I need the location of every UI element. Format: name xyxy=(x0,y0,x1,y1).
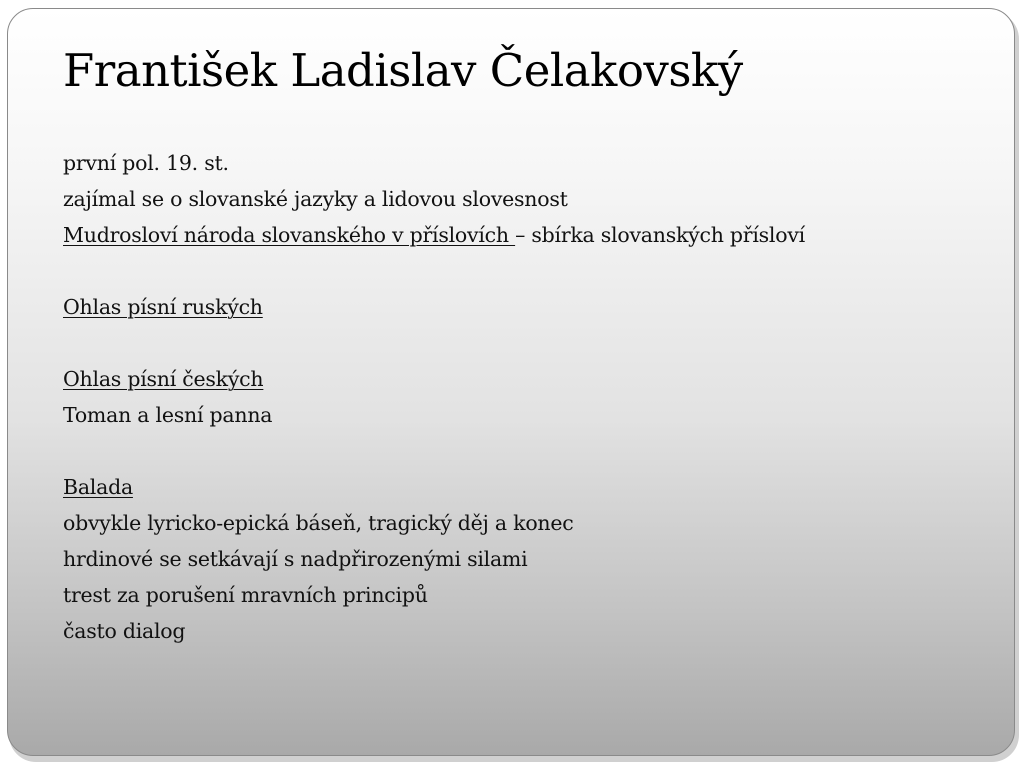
work-ohlas-ceskych: Ohlas písní českých xyxy=(63,367,264,391)
line-balada-dialog: často dialog xyxy=(63,619,186,643)
spacer xyxy=(63,253,973,289)
spacer xyxy=(63,325,973,361)
work-mudroslovi-description: – sbírka slovanských přísloví xyxy=(515,223,805,247)
line-balada-form: obvykle lyricko-epická báseň, tragický děj a konec xyxy=(63,511,574,535)
line-balada-punishment: trest za porušení mravních principů xyxy=(63,583,428,607)
work-mudroslovi: Mudrosloví národa slovanského v příslovích xyxy=(63,223,516,247)
line-toman: Toman a lesní panna xyxy=(63,403,273,427)
line-period: první pol. 19. st. xyxy=(63,151,229,175)
spacer xyxy=(63,433,973,469)
heading-balada: Balada xyxy=(63,475,133,499)
line-ohlas-ruskych xyxy=(63,289,973,325)
line-balada xyxy=(63,469,973,505)
line-mudroslovi xyxy=(63,217,973,253)
slide-title: František Ladislav Čelakovský xyxy=(63,44,743,97)
work-ohlas-ruskych: Ohlas písní ruských xyxy=(63,295,263,319)
line-balada-heroes: hrdinové se setkávají s nadpřirozenými silami xyxy=(63,547,528,571)
slide xyxy=(7,8,1015,756)
line-interests: zajímal se o slovanské jazyky a lidovou slovesnost xyxy=(63,187,568,211)
line-ohlas-ceskych xyxy=(63,361,973,397)
slide-body xyxy=(63,145,973,649)
